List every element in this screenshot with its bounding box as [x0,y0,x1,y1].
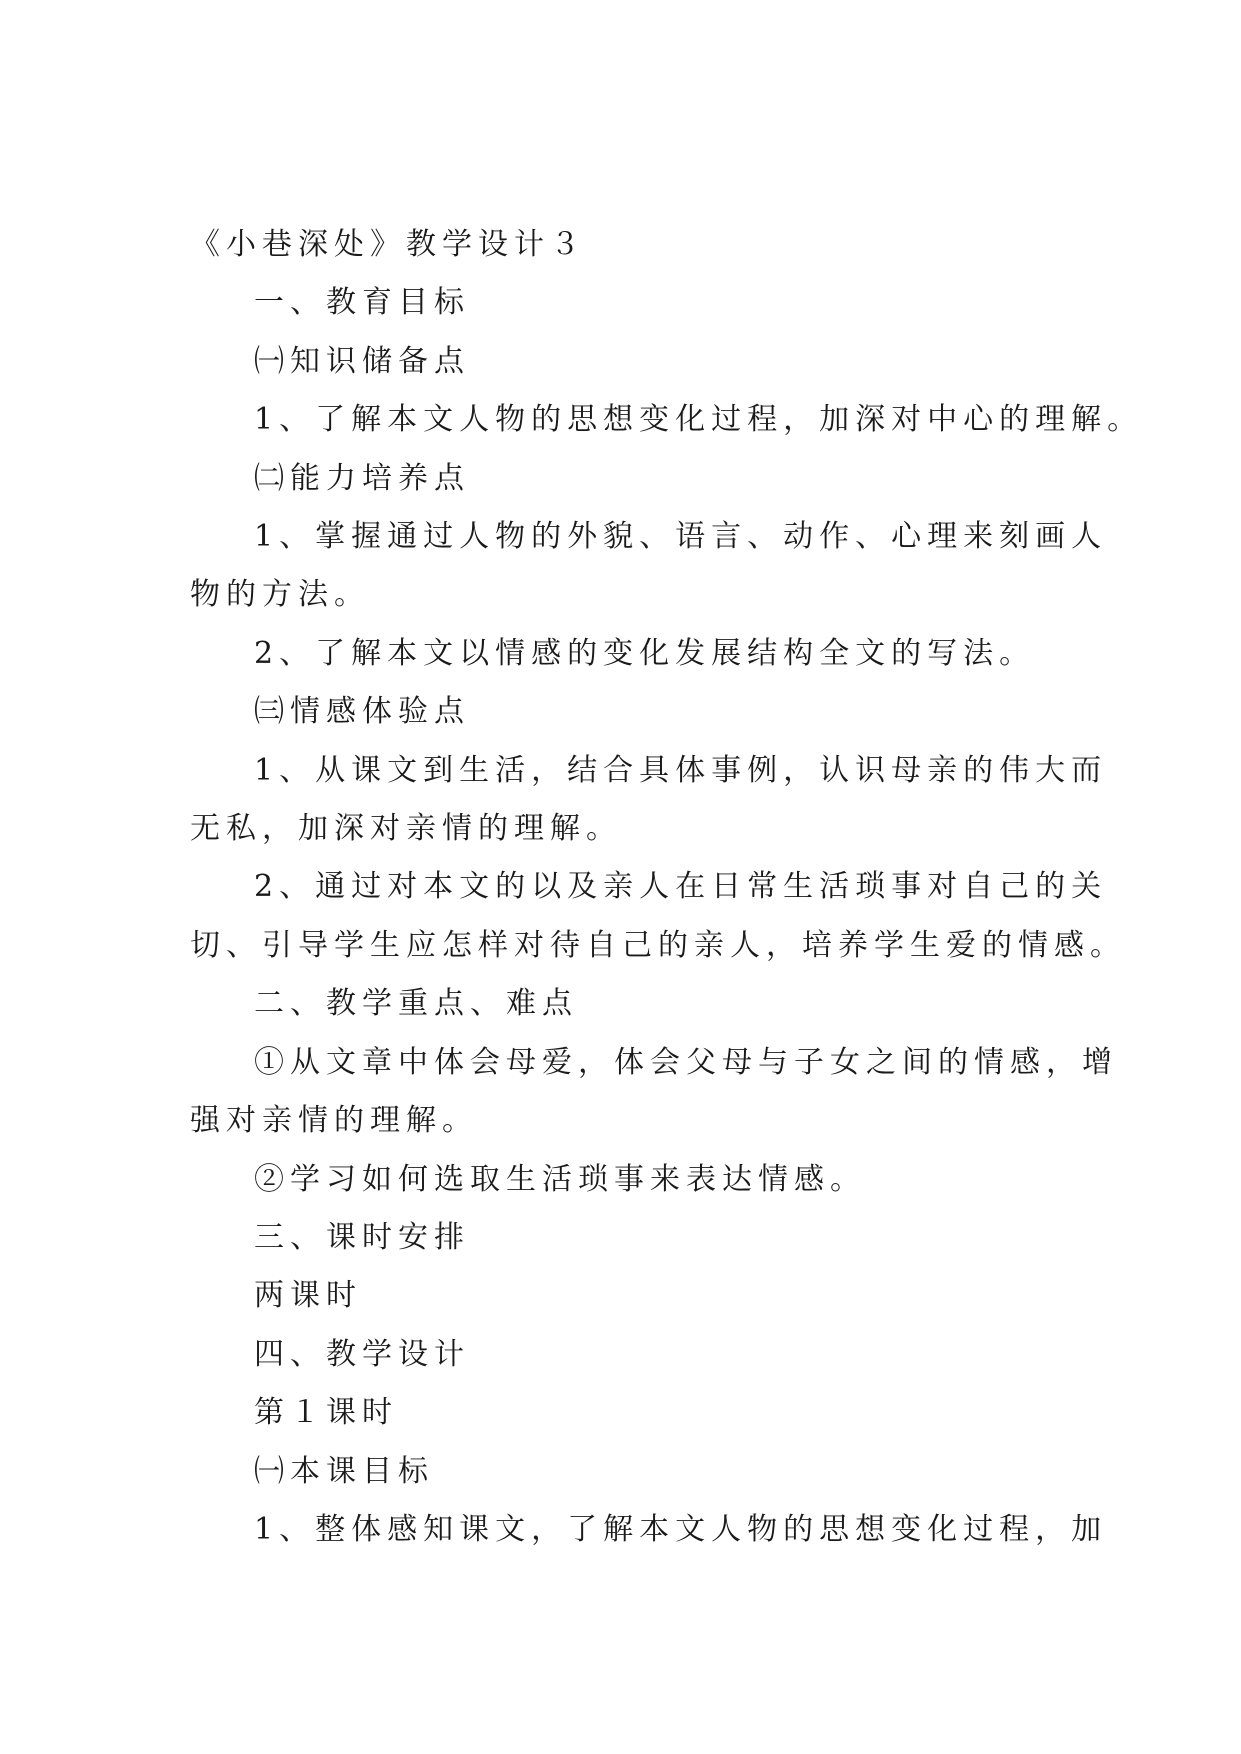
lesson-heading: 第１课时 [254,1395,398,1431]
paragraph-line: 1、整体感知课文，了解本文人物的思想变化过程，加 [254,1511,1108,1547]
paragraph-line-continued: 切、引导学生应怎样对待自己的亲人，培养学生爱的情感。 [190,927,1126,963]
subheading-lesson-goals: ㈠本课目标 [254,1453,434,1489]
section-heading-key-points: 二、教学重点、难点 [254,986,578,1022]
paragraph-line-continued: 物的方法。 [190,577,370,613]
paragraph-line: ①从文章中体会母爱，体会父母与子女之间的情感，增 [254,1044,1118,1080]
paragraph-line: 2、了解本文以情感的变化发展结构全文的写法。 [254,635,1036,671]
paragraph-line: 1、掌握通过人物的外貌、语言、动作、心理来刻画人 [254,519,1108,555]
paragraph-line-continued: 无私，加深对亲情的理解。 [190,811,622,847]
paragraph-line: 1、从课文到生活，结合具体事例，认识母亲的伟大而 [254,752,1108,788]
paragraph-line-continued: 强对亲情的理解。 [190,1103,478,1139]
paragraph-line: 两课时 [254,1278,362,1314]
paragraph-line: 2、通过对本文的以及亲人在日常生活琐事对自己的关 [254,869,1108,905]
paragraph-line: ②学习如何选取生活琐事来表达情感。 [254,1161,866,1197]
document-body [190,216,1144,1559]
document-title: 《小巷深处》教学设计３ [190,227,586,262]
subheading-ability: ㈡能力培养点 [254,460,470,496]
subheading-emotion: ㈢情感体验点 [254,694,470,730]
subheading-knowledge: ㈠知识储备点 [254,343,470,379]
section-heading-design: 四、教学设计 [254,1336,470,1372]
section-heading-schedule: 三、课时安排 [254,1219,470,1255]
paragraph-line: 1、了解本文人物的思想变化过程，加深对中心的理解。 [254,402,1144,438]
section-heading-goals: 一、教育目标 [254,285,470,321]
